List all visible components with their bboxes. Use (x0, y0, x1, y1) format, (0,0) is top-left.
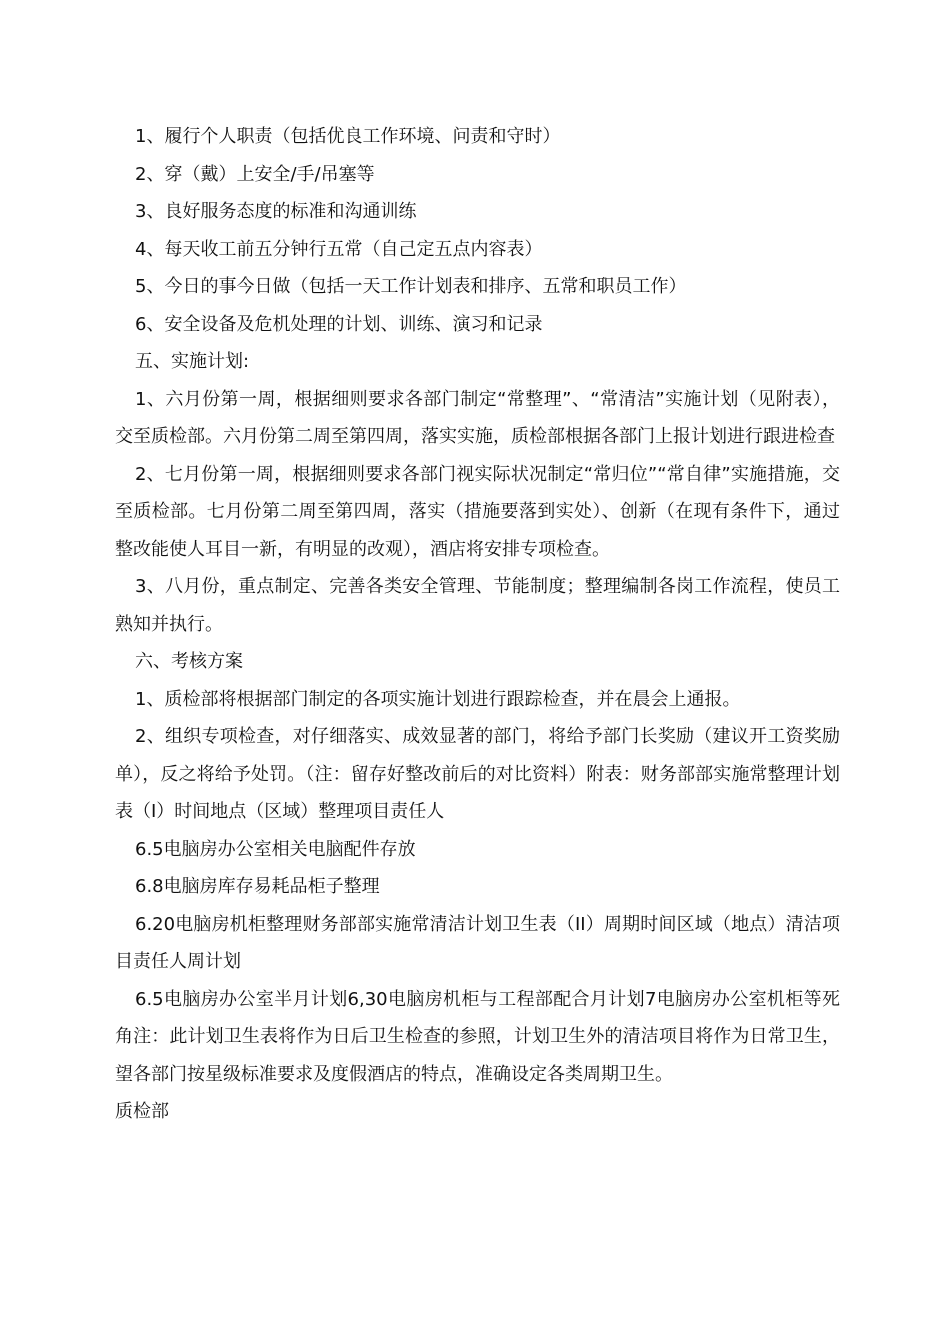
schedule-item-cleaning-plan: 6.5电脑房办公室半月计划6,30电脑房机柜与工程部配合月计划7电脑房办公室机柜等死角注：此计划卫生表将作为日后卫生检查的参照，计划卫生外的清洁项目将作为日常卫生，望各部门按星级标准要求及度假酒店的特点，准确设定各类周期卫生。 (115, 988, 840, 1085)
list-item-emergency-plan: 6、安全设备及危机处理的计划、训练、演习和记录 (135, 313, 543, 335)
schedule-item-6-8: 6.8电脑房库存易耗品柜子整理 (135, 876, 380, 897)
section-heading-assessment: 六、考核方案 (135, 651, 243, 672)
section-heading-implementation: 五、实施计划: (135, 351, 250, 372)
list-item-service-attitude: 3、良好服务态度的标准和沟通训练 (135, 201, 417, 222)
assessment-item-tracking: 1、质检部将根据部门制定的各项实施计划进行跟踪检查，并在晨会上通报。 (135, 688, 741, 710)
schedule-item-6-5: 6.5电脑房办公室相关电脑配件存放 (135, 838, 416, 860)
assessment-item-inspection: 2、组织专项检查，对仔细落实、成效显著的部门，将给予部门长奖励（建议开工资奖励单），反之将给予处罚。（注：留存好整改前后的对比资料）附表：财务部部实施常整理计划表（I）时间地点（区域）整理项目责任人 (115, 726, 840, 822)
list-item-daily-5s: 4、每天收工前五分钟行五常（自己定五点内容表） (135, 238, 543, 260)
implementation-item-july: 2、七月份第一周，根据细则要求各部门视实际状况制定“常归位”“常自律”实施措施，交至质检部。七月份第二周至第四周，落实（措施要落到实处）、创新（在现有条件下，通过整改能使人耳目一新，有明显的改观），酒店将安排专项检查。 (115, 463, 840, 560)
implementation-item-august: 3、八月份，重点制定、完善各类安全管理、节能制度；整理编制各岗工作流程，使员工熟知并执行。 (115, 576, 840, 635)
implementation-item-june: 1、六月份第一周，根据细则要求各部门制定“常整理”、“常清洁”实施计划（见附表），交至质检部。六月份第二周至第四周，落实实施，质检部根据各部门上报计划进行跟进检查 (115, 388, 840, 447)
document-body (115, 118, 840, 1131)
signature-department: 质检部 (115, 1101, 169, 1122)
list-item-safety-gear: 2、穿（戴）上安全/手/吊塞等 (135, 163, 375, 185)
schedule-item-6-20: 6.20电脑房机柜整理财务部部实施常清洁计划卫生表（II）周期时间区域（地点）清洁项目责任人周计划 (115, 913, 840, 972)
list-item-today-work: 5、今日的事今日做（包括一天工作计划表和排序、五常和职员工作） (135, 276, 687, 297)
list-item-duty: 1、履行个人职责（包括优良工作环境、问责和守时） (135, 126, 561, 147)
